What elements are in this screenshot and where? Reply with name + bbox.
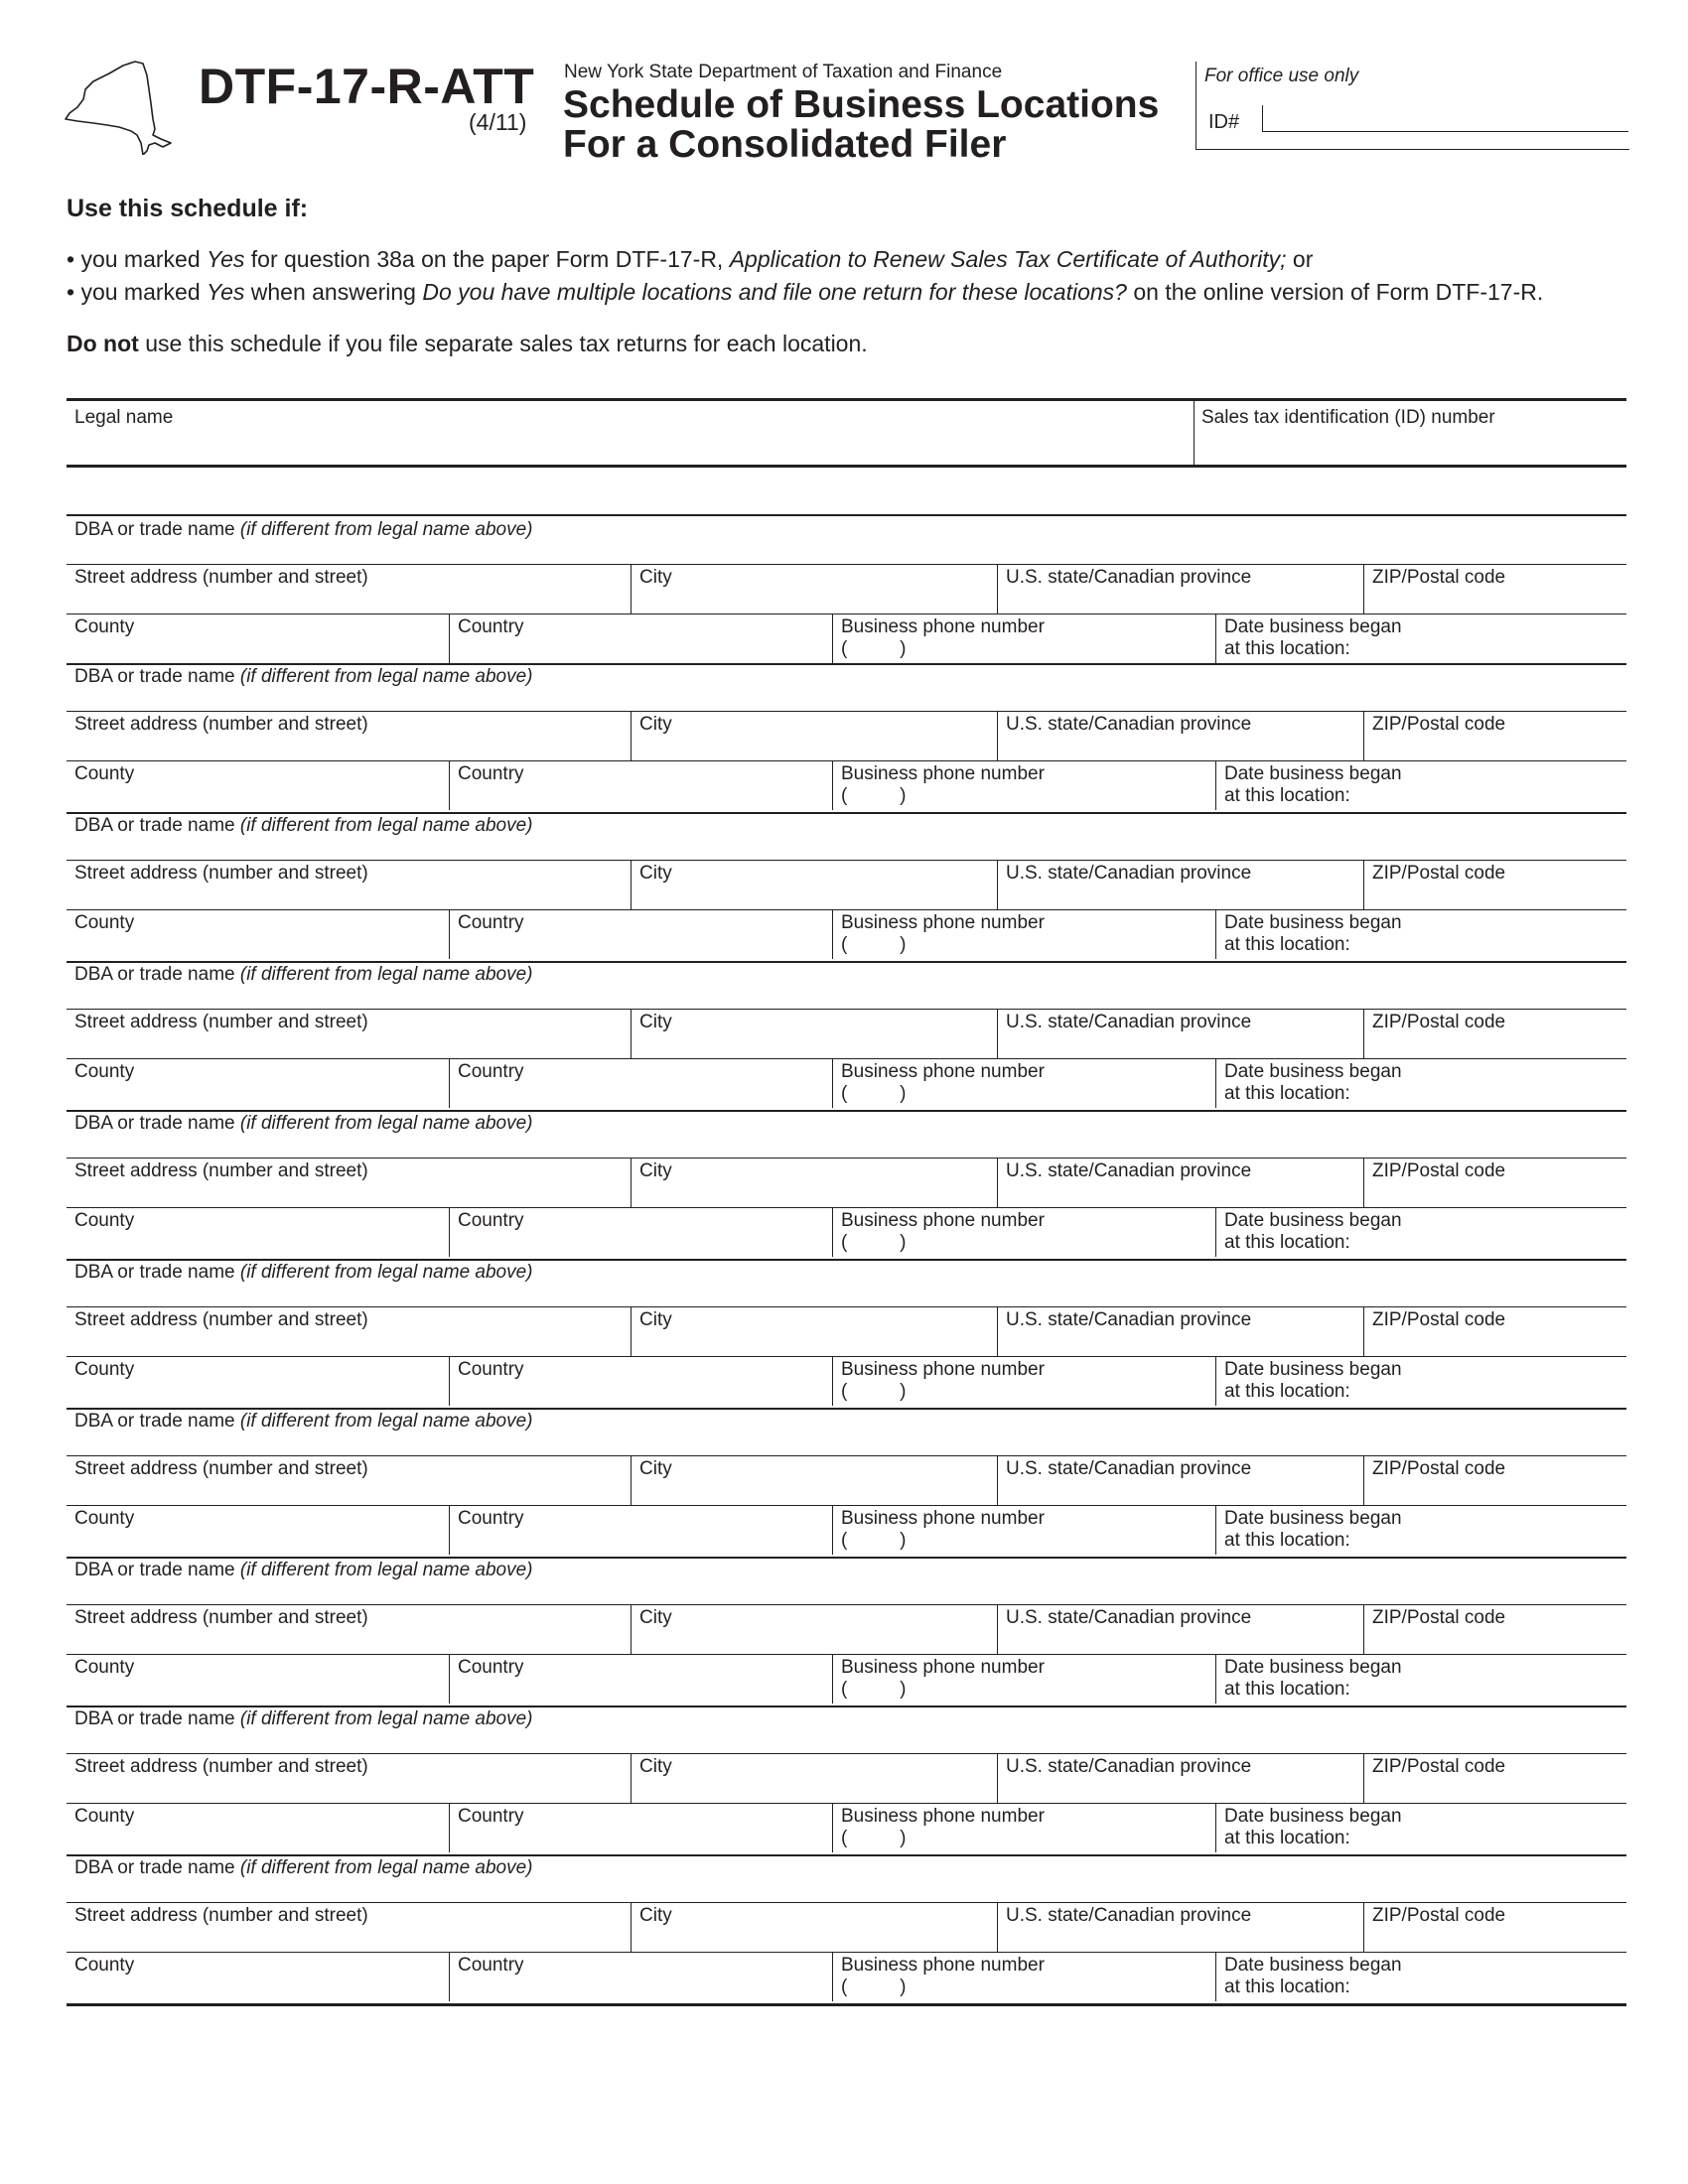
column-divider — [832, 1952, 833, 2001]
street-address-field[interactable]: Street address (number and street) — [74, 1160, 368, 1181]
column-divider — [832, 760, 833, 810]
zip-postal-code-field[interactable]: ZIP/Postal code — [1372, 1607, 1506, 1628]
column-divider — [1363, 1009, 1364, 1058]
column-divider — [997, 564, 998, 614]
dba-trade-name-field[interactable] — [74, 1262, 533, 1284]
column-divider — [1363, 1455, 1364, 1505]
column-divider — [1215, 1207, 1216, 1257]
business-location-block — [67, 516, 1626, 663]
county-field[interactable]: County — [74, 616, 135, 637]
business-phone-label: Business phone number — [841, 1508, 1045, 1529]
date-began-label-line-2: at this location: — [1224, 785, 1350, 806]
column-divider — [1363, 1306, 1364, 1356]
county-field[interactable]: County — [74, 912, 135, 933]
column-divider — [449, 1654, 450, 1704]
county-field[interactable]: County — [74, 763, 135, 784]
business-phone-label: Business phone number — [841, 763, 1045, 784]
dba-note: (if different from legal name above) — [239, 1857, 533, 1878]
date-began-label-line-2: at this location: — [1224, 1977, 1350, 1997]
dba-trade-name-field[interactable] — [74, 815, 533, 837]
form-revision: (4/11) — [469, 109, 527, 135]
county-field[interactable]: County — [74, 1955, 135, 1976]
zip-postal-code-field[interactable]: ZIP/Postal code — [1372, 567, 1506, 588]
sales-tax-id-field[interactable]: Sales tax identification (ID) number — [1201, 407, 1495, 428]
street-address-field[interactable]: Street address (number and street) — [74, 714, 368, 735]
business-locations-table — [67, 514, 1626, 2006]
column-divider — [631, 1306, 632, 1356]
column-divider — [832, 1803, 833, 1852]
county-field[interactable]: County — [74, 1657, 135, 1678]
state-province-field[interactable]: U.S. state/Canadian province — [1006, 1309, 1252, 1330]
state-province-field[interactable]: U.S. state/Canadian province — [1006, 1756, 1252, 1777]
column-divider — [1363, 1158, 1364, 1207]
form-title-line-1: Schedule of Business Locations — [563, 83, 1160, 126]
city-field[interactable]: City — [639, 1458, 672, 1479]
zip-postal-code-field[interactable]: ZIP/Postal code — [1372, 714, 1506, 735]
column-divider — [832, 1207, 833, 1257]
column-divider — [449, 1207, 450, 1257]
do-not-emphasis: Do not — [67, 331, 139, 356]
row-divider — [67, 1356, 1626, 1357]
date-business-began-field[interactable] — [1224, 1359, 1402, 1403]
form-number: DTF-17-R-ATT — [199, 59, 535, 114]
row-divider — [67, 1306, 1626, 1307]
column-divider — [1215, 1952, 1216, 2001]
row-divider — [67, 1207, 1626, 1208]
row-divider — [67, 860, 1626, 861]
column-divider — [1215, 1505, 1216, 1555]
column-divider — [997, 1902, 998, 1952]
column-divider — [449, 1505, 450, 1555]
street-address-field[interactable]: Street address (number and street) — [74, 1012, 368, 1032]
instruction-text-run: Yes — [207, 246, 245, 272]
date-began-label-line-1: Date business began — [1224, 1061, 1402, 1082]
country-field[interactable]: Country — [458, 1210, 524, 1231]
office-use-box — [1196, 62, 1629, 150]
instruction-text-run: for question 38a on the paper Form DTF-17-R, — [244, 246, 730, 272]
row-divider — [67, 1952, 1626, 1953]
column-divider — [997, 860, 998, 909]
phone-area-code-parens: ( ) — [841, 638, 907, 659]
dba-note: (if different from legal name above) — [239, 666, 533, 687]
city-field[interactable]: City — [639, 567, 672, 588]
column-divider — [1363, 564, 1364, 614]
business-phone-field[interactable] — [841, 763, 1045, 807]
city-field[interactable]: City — [639, 714, 672, 735]
state-province-field[interactable]: U.S. state/Canadian province — [1006, 1458, 1252, 1479]
dba-note: (if different from legal name above) — [239, 519, 533, 540]
column-divider — [449, 1356, 450, 1406]
date-began-label-line-1: Date business began — [1224, 1508, 1402, 1529]
dba-note: (if different from legal name above) — [239, 1708, 533, 1729]
date-began-label-line-1: Date business began — [1224, 616, 1402, 637]
country-field[interactable]: Country — [458, 1061, 524, 1082]
dba-label: DBA or trade name — [74, 964, 235, 985]
date-began-label-line-2: at this location: — [1224, 1679, 1350, 1700]
date-began-label-line-1: Date business began — [1224, 1210, 1402, 1231]
zip-postal-code-field[interactable]: ZIP/Postal code — [1372, 1756, 1506, 1777]
column-divider — [1215, 1803, 1216, 1852]
county-field[interactable]: County — [74, 1508, 135, 1529]
phone-area-code-parens: ( ) — [841, 1381, 907, 1402]
date-business-began-field[interactable] — [1224, 1955, 1402, 1998]
zip-postal-code-field[interactable]: ZIP/Postal code — [1372, 1012, 1506, 1032]
row-divider — [67, 909, 1626, 910]
column-divider — [997, 711, 998, 760]
column-divider — [449, 1803, 450, 1852]
dba-label: DBA or trade name — [74, 1857, 235, 1878]
country-field[interactable]: Country — [458, 616, 524, 637]
business-phone-field[interactable] — [841, 616, 1045, 660]
dba-label: DBA or trade name — [74, 815, 235, 836]
column-divider — [449, 1058, 450, 1108]
date-business-began-field[interactable] — [1224, 1061, 1402, 1105]
date-business-began-field[interactable] — [1224, 1657, 1402, 1701]
phone-area-code-parens: ( ) — [841, 934, 907, 955]
business-phone-field[interactable] — [841, 1210, 1045, 1254]
date-began-label-line-1: Date business began — [1224, 763, 1402, 784]
row-divider — [67, 711, 1626, 712]
column-divider — [997, 1455, 998, 1505]
column-divider — [449, 1952, 450, 2001]
instruction-text-run: or — [1286, 246, 1314, 272]
column-divider — [449, 614, 450, 663]
zip-postal-code-field[interactable]: ZIP/Postal code — [1372, 1309, 1506, 1330]
street-address-field[interactable]: Street address (number and street) — [74, 863, 368, 884]
dba-trade-name-field[interactable] — [74, 1708, 533, 1730]
date-began-label-line-1: Date business began — [1224, 912, 1402, 933]
row-divider — [67, 1505, 1626, 1506]
column-divider — [449, 909, 450, 959]
column-divider — [832, 1356, 833, 1406]
business-location-block — [67, 1110, 1626, 1259]
column-divider — [631, 711, 632, 760]
dba-note: (if different from legal name above) — [239, 1560, 533, 1580]
state-province-field[interactable]: U.S. state/Canadian province — [1006, 1160, 1252, 1181]
row-divider — [67, 1902, 1626, 1903]
country-field[interactable]: Country — [458, 1955, 524, 1976]
street-address-field[interactable]: Street address (number and street) — [74, 567, 368, 588]
date-business-began-field[interactable] — [1224, 912, 1402, 956]
instruction-text-run: on the online version of Form DTF-17-R. — [1126, 279, 1544, 305]
instructions-heading: Use this schedule if: — [67, 195, 309, 222]
row-divider — [67, 1455, 1626, 1456]
column-divider — [997, 1753, 998, 1803]
new-york-state-outline-icon — [64, 60, 175, 155]
dba-label: DBA or trade name — [74, 1708, 235, 1729]
business-phone-label: Business phone number — [841, 1657, 1045, 1678]
state-province-field[interactable]: U.S. state/Canadian province — [1006, 714, 1252, 735]
column-divider — [997, 1306, 998, 1356]
column-divider — [1363, 711, 1364, 760]
country-field[interactable]: Country — [458, 1657, 524, 1678]
column-divider — [631, 860, 632, 909]
row-divider — [67, 1803, 1626, 1804]
city-field[interactable]: City — [639, 1160, 672, 1181]
phone-area-code-parens: ( ) — [841, 1232, 907, 1253]
business-phone-label: Business phone number — [841, 1210, 1045, 1231]
business-phone-field[interactable] — [841, 1061, 1045, 1105]
column-divider — [832, 1654, 833, 1704]
street-address-field[interactable]: Street address (number and street) — [74, 1607, 368, 1628]
county-field[interactable]: County — [74, 1210, 135, 1231]
instruction-text-run: • you marked — [67, 246, 207, 272]
state-province-field[interactable]: U.S. state/Canadian province — [1006, 1012, 1252, 1032]
phone-area-code-parens: ( ) — [841, 785, 907, 806]
dba-label: DBA or trade name — [74, 1411, 235, 1432]
dba-trade-name-field[interactable] — [74, 1560, 533, 1581]
column-divider — [997, 1604, 998, 1654]
country-field[interactable]: Country — [458, 763, 524, 784]
city-field[interactable]: City — [639, 863, 672, 884]
business-location-block — [67, 812, 1626, 961]
business-phone-field[interactable] — [841, 1508, 1045, 1552]
date-began-label-line-2: at this location: — [1224, 1232, 1350, 1253]
country-field[interactable]: Country — [458, 1806, 524, 1827]
business-phone-label: Business phone number — [841, 1061, 1045, 1082]
column-divider — [631, 1902, 632, 1952]
business-phone-field[interactable] — [841, 1955, 1045, 1998]
dba-note: (if different from legal name above) — [239, 1262, 533, 1283]
state-province-field[interactable]: U.S. state/Canadian province — [1006, 863, 1252, 884]
dba-label: DBA or trade name — [74, 1262, 235, 1283]
business-phone-label: Business phone number — [841, 912, 1045, 933]
column-divider — [1215, 614, 1216, 663]
office-id-label: ID# — [1208, 111, 1240, 133]
row-divider — [67, 1009, 1626, 1010]
city-field[interactable]: City — [639, 1309, 672, 1330]
date-began-label-line-2: at this location: — [1224, 1530, 1350, 1551]
column-divider — [1215, 760, 1216, 810]
street-address-field[interactable]: Street address (number and street) — [74, 1756, 368, 1777]
column-divider — [1215, 1356, 1216, 1406]
business-phone-label: Business phone number — [841, 616, 1045, 637]
business-location-block — [67, 1854, 1626, 2003]
dba-trade-name-field[interactable] — [74, 1411, 533, 1433]
column-divider — [1363, 1753, 1364, 1803]
date-business-began-field[interactable] — [1224, 1508, 1402, 1552]
row-divider — [67, 1604, 1626, 1605]
column-divider — [1215, 909, 1216, 959]
column-divider — [832, 614, 833, 663]
date-began-label-line-2: at this location: — [1224, 638, 1350, 659]
country-field[interactable]: Country — [458, 912, 524, 933]
column-divider — [832, 1058, 833, 1108]
instruction-bullet-1 — [67, 246, 1313, 273]
dba-note: (if different from legal name above) — [239, 1113, 533, 1134]
instruction-text-run: • you marked — [67, 279, 207, 305]
business-location-block — [67, 1706, 1626, 1854]
legal-name-section — [67, 398, 1626, 468]
business-location-block — [67, 961, 1626, 1110]
column-divider — [631, 1009, 632, 1058]
column-divider — [1363, 1604, 1364, 1654]
business-phone-field[interactable] — [841, 1359, 1045, 1403]
dba-label: DBA or trade name — [74, 666, 235, 687]
column-divider — [1363, 860, 1364, 909]
business-location-block — [67, 1408, 1626, 1557]
city-field[interactable]: City — [639, 1756, 672, 1777]
county-field[interactable]: County — [74, 1359, 135, 1380]
business-phone-field[interactable] — [841, 1657, 1045, 1701]
dba-label: DBA or trade name — [74, 519, 235, 540]
dba-note: (if different from legal name above) — [239, 1411, 533, 1432]
phone-area-code-parens: ( ) — [841, 1977, 907, 1997]
dba-note: (if different from legal name above) — [239, 815, 533, 836]
business-location-block — [67, 1259, 1626, 1408]
instruction-text-run: Yes — [207, 279, 245, 305]
phone-area-code-parens: ( ) — [841, 1083, 907, 1104]
date-began-label-line-2: at this location: — [1224, 934, 1350, 955]
city-field[interactable]: City — [639, 1607, 672, 1628]
row-divider — [67, 1058, 1626, 1059]
date-began-label-line-2: at this location: — [1224, 1083, 1350, 1104]
zip-postal-code-field[interactable]: ZIP/Postal code — [1372, 1160, 1506, 1181]
state-province-field[interactable]: U.S. state/Canadian province — [1006, 567, 1252, 588]
county-field[interactable]: County — [74, 1806, 135, 1827]
row-divider — [67, 564, 1626, 565]
instruction-bullet-2 — [67, 279, 1543, 306]
date-business-began-field[interactable] — [1224, 763, 1402, 807]
date-business-began-field[interactable] — [1224, 616, 1402, 660]
country-field[interactable]: Country — [458, 1359, 524, 1380]
state-province-field[interactable]: U.S. state/Canadian province — [1006, 1905, 1252, 1926]
dba-note: (if different from legal name above) — [239, 964, 533, 985]
office-use-label: For office use only — [1204, 66, 1359, 86]
column-divider — [1215, 1654, 1216, 1704]
do-not-instruction — [67, 331, 868, 357]
date-began-label-line-1: Date business began — [1224, 1955, 1402, 1976]
dba-trade-name-field[interactable] — [74, 1113, 533, 1135]
column-divider — [997, 1158, 998, 1207]
business-phone-label: Business phone number — [841, 1806, 1045, 1827]
date-began-label-line-1: Date business began — [1224, 1657, 1402, 1678]
column-divider — [631, 1158, 632, 1207]
zip-postal-code-field[interactable]: ZIP/Postal code — [1372, 1458, 1506, 1479]
dba-trade-name-field[interactable] — [74, 519, 533, 541]
column-divider — [449, 760, 450, 810]
legal-name-field[interactable]: Legal name — [74, 407, 174, 428]
business-location-block — [67, 663, 1626, 812]
city-field[interactable]: City — [639, 1905, 672, 1926]
dba-trade-name-field[interactable] — [74, 666, 533, 688]
row-divider — [67, 1158, 1626, 1159]
phone-area-code-parens: ( ) — [841, 1828, 907, 1848]
instruction-text-run: when answering — [244, 279, 423, 305]
column-divider — [832, 1505, 833, 1555]
column-divider — [631, 564, 632, 614]
dba-label: DBA or trade name — [74, 1560, 235, 1580]
row-divider — [67, 1753, 1626, 1754]
city-field[interactable]: City — [639, 1012, 672, 1032]
instruction-text-run: Do you have multiple locations and file one return for these locations? — [422, 279, 1127, 305]
street-address-field[interactable]: Street address (number and street) — [74, 1309, 368, 1330]
street-address-field[interactable]: Street address (number and street) — [74, 1458, 368, 1479]
column-divider — [1363, 1902, 1364, 1952]
date-began-label-line-1: Date business began — [1224, 1359, 1402, 1380]
row-divider — [67, 760, 1626, 761]
legal-divider — [1194, 401, 1195, 465]
column-divider — [1215, 1058, 1216, 1108]
date-began-label-line-2: at this location: — [1224, 1381, 1350, 1402]
country-field[interactable]: Country — [458, 1508, 524, 1529]
instruction-text-run: Application to Renew Sales Tax Certificate of Authority; — [729, 246, 1287, 272]
form-title — [563, 85, 1198, 165]
date-began-label-line-2: at this location: — [1224, 1828, 1350, 1848]
dba-trade-name-field[interactable] — [74, 964, 533, 986]
street-address-field[interactable]: Street address (number and street) — [74, 1905, 368, 1926]
business-location-block — [67, 1557, 1626, 1706]
state-province-field[interactable]: U.S. state/Canadian province — [1006, 1607, 1252, 1628]
phone-area-code-parens: ( ) — [841, 1530, 907, 1551]
dba-trade-name-field[interactable] — [74, 1857, 533, 1879]
date-business-began-field[interactable] — [1224, 1210, 1402, 1254]
date-business-began-field[interactable] — [1224, 1806, 1402, 1849]
column-divider — [832, 909, 833, 959]
business-phone-label: Business phone number — [841, 1359, 1045, 1380]
column-divider — [997, 1009, 998, 1058]
business-phone-field[interactable] — [841, 1806, 1045, 1849]
dba-label: DBA or trade name — [74, 1113, 235, 1134]
column-divider — [631, 1753, 632, 1803]
date-began-label-line-1: Date business began — [1224, 1806, 1402, 1827]
business-phone-field[interactable] — [841, 912, 1045, 956]
business-phone-label: Business phone number — [841, 1955, 1045, 1976]
column-divider — [631, 1455, 632, 1505]
zip-postal-code-field[interactable]: ZIP/Postal code — [1372, 863, 1506, 884]
row-divider — [67, 1654, 1626, 1655]
form-title-line-2: For a Consolidated Filer — [563, 123, 1007, 166]
zip-postal-code-field[interactable]: ZIP/Postal code — [1372, 1905, 1506, 1926]
county-field[interactable]: County — [74, 1061, 135, 1082]
column-divider — [631, 1604, 632, 1654]
office-id-field[interactable] — [1262, 105, 1628, 132]
phone-area-code-parens: ( ) — [841, 1679, 907, 1700]
do-not-text: use this schedule if you file separate sales tax returns for each location. — [138, 331, 868, 356]
department-name: New York State Department of Taxation and Finance — [564, 62, 1003, 82]
